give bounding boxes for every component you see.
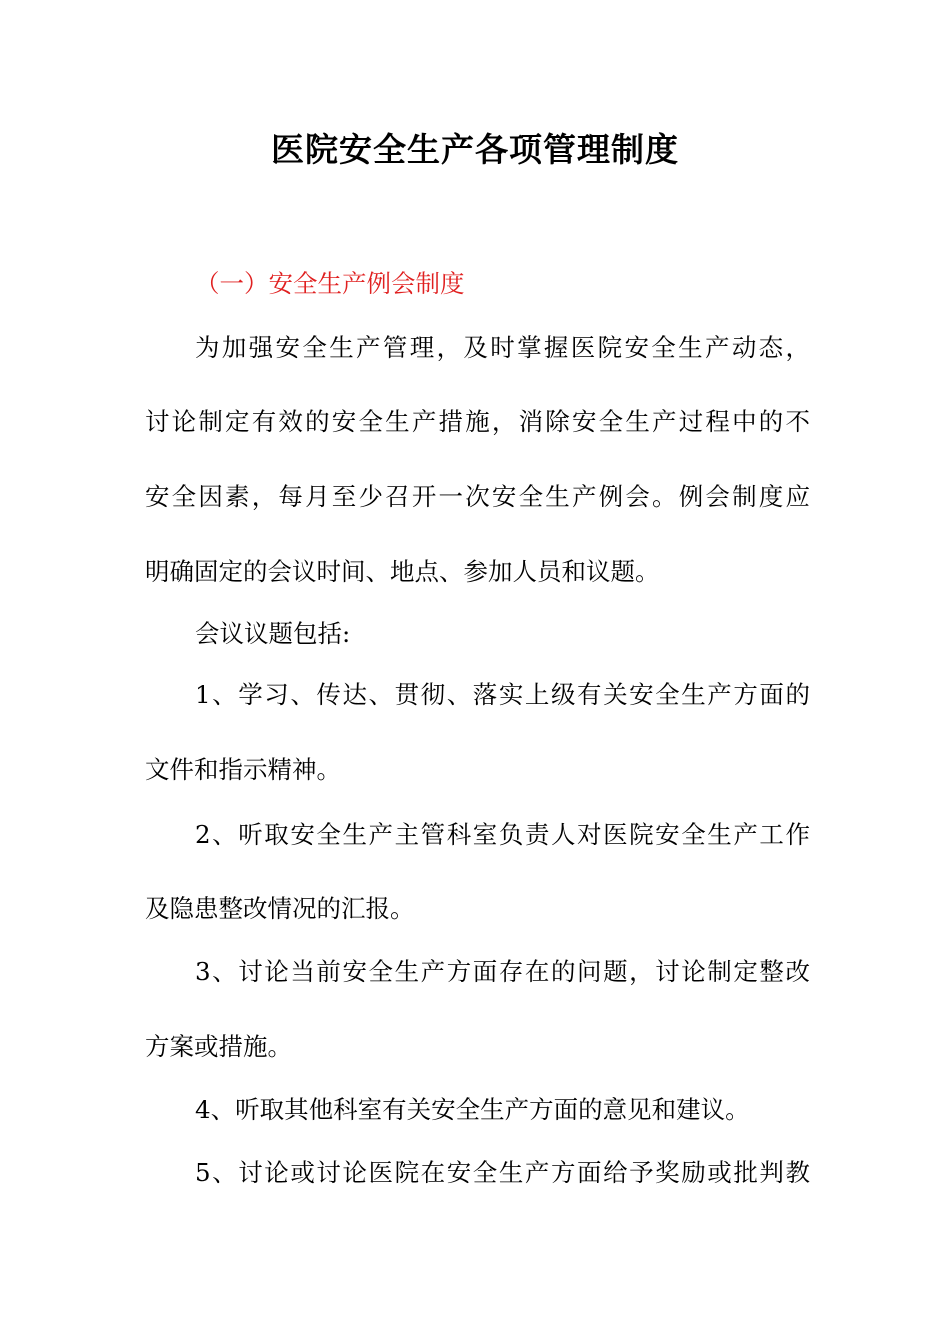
agenda-item-continuation: 及隐患整改情况的汇报。 (145, 894, 415, 923)
paragraph-line: 为加强安全生产管理，及时掌握医院安全生产动态， (195, 333, 810, 362)
agenda-item: 1、学习、传达、贯彻、落实上级有关安全生产方面的 (195, 680, 810, 709)
agenda-item: 2、听取安全生产主管科室负责人对医院安全生产工作 (195, 820, 810, 849)
agenda-item: 3、讨论当前安全生产方面存在的问题，讨论制定整改 (195, 957, 810, 986)
paragraph-line: 安全因素，每月至少召开一次安全生产例会。例会制度应 (145, 482, 810, 511)
agenda-item: 4、听取其他科室有关安全生产方面的意见和建议。 (195, 1095, 750, 1124)
section-heading: （一）安全生产例会制度 (195, 269, 465, 298)
agenda-item: 5、讨论或讨论医院在安全生产方面给予奖励或批判教 (195, 1158, 810, 1187)
document-title: 医院安全生产各项管理制度 (271, 130, 679, 169)
agenda-item-continuation: 文件和指示精神。 (145, 755, 341, 784)
agenda-item-continuation: 方案或措施。 (145, 1032, 292, 1061)
paragraph-line: 讨论制定有效的安全生产措施，消除安全生产过程中的不 (145, 407, 810, 436)
agenda-intro: 会议议题包括: (195, 619, 351, 648)
paragraph-line: 明确固定的会议时间、地点、参加人员和议题。 (145, 557, 660, 586)
